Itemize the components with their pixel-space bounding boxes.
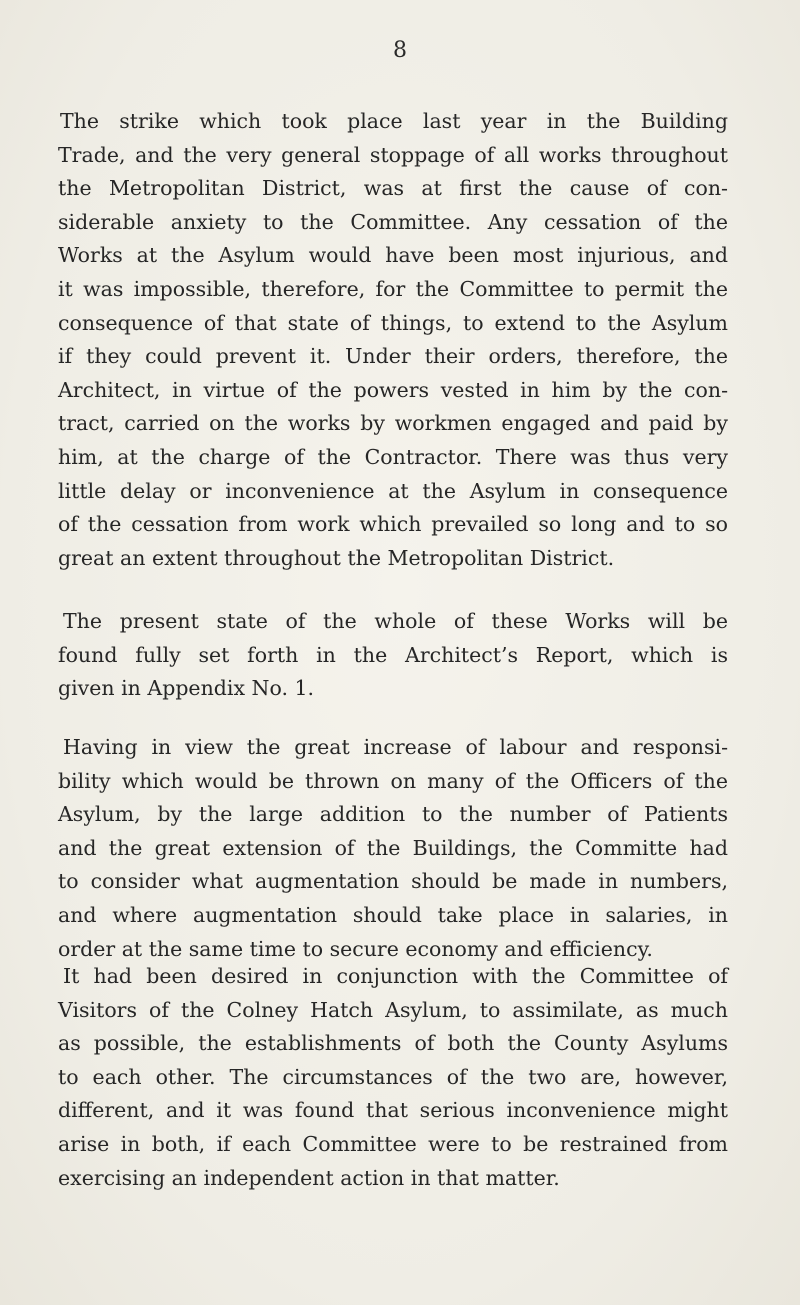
text-line: Having in view the great increase of labour and responsi- — [63, 735, 728, 759]
text-line: The strike which took place last year in the Building — [60, 109, 728, 133]
page-number: 8 — [393, 38, 407, 63]
text-line: and where augmentation should take place in salaries, in — [58, 902, 728, 927]
text-line: bility which would be thrown on many of the Officers of the — [58, 768, 728, 793]
text-line: and the great extension of the Buildings, the Committe had — [58, 835, 728, 860]
text-line: the Metropolitan District, was at first the cause of con- — [58, 176, 728, 201]
text-line: Trade, and the very general stoppage of all works throughout — [58, 142, 728, 167]
text-line: order at the same time to secure economy and efficiency. — [58, 936, 653, 961]
paragraph-colney-hatch — [58, 960, 728, 1195]
text-line: Works at the Asylum would have been most injurious, and — [58, 243, 728, 268]
paragraph-strike — [58, 105, 728, 575]
text-line: him, at the charge of the Contractor. There was thus very — [58, 444, 728, 469]
text-line: found fully set forth in the Architect’s Report, which is — [58, 642, 728, 667]
text-line: it was impossible, therefore, for the Committee to permit the — [58, 276, 728, 301]
text-line: Visitors of the Colney Hatch Asylum, to assimilate, as much — [58, 997, 728, 1022]
text-line: different, and it was found that serious inconvenience might — [58, 1098, 728, 1123]
text-line: Architect, in virtue of the powers vested in him by the con- — [58, 377, 728, 402]
paragraph-present-state — [58, 605, 728, 706]
text-line: as possible, the establishments of both the County Asylums — [58, 1031, 728, 1056]
text-line: tract, carried on the works by workmen engaged and paid by — [58, 411, 728, 436]
text-line: Asylum, by the large addition to the number of Patients — [58, 802, 728, 827]
text-line: exercising an independent action in that matter. — [58, 1165, 560, 1190]
text-line: if they could prevent it. Under their orders, therefore, the — [58, 344, 728, 369]
text-line: great an extent throughout the Metropolitan District. — [58, 545, 615, 570]
text-line: to each other. The circumstances of the two are, however, — [58, 1064, 728, 1089]
text-line: siderable anxiety to the Committee. Any cessation of the — [58, 209, 728, 234]
text-line: little delay or inconvenience at the Asylum in consequence — [58, 478, 728, 503]
text-line: arise in both, if each Committee were to be restrained from — [58, 1131, 728, 1156]
text-line: of the cessation from work which prevailed so long and to so — [58, 512, 728, 537]
text-line: given in Appendix No. 1. — [58, 676, 315, 701]
text-line: It had been desired in conjunction with the Committee of — [63, 964, 728, 988]
paragraph-having-in-view — [58, 731, 728, 966]
text-line: consequence of that state of things, to extend to the Asylum — [58, 310, 728, 335]
text-line: The present state of the whole of these Works will be — [63, 609, 728, 633]
text-line: to consider what augmentation should be made in numbers, — [58, 869, 728, 894]
